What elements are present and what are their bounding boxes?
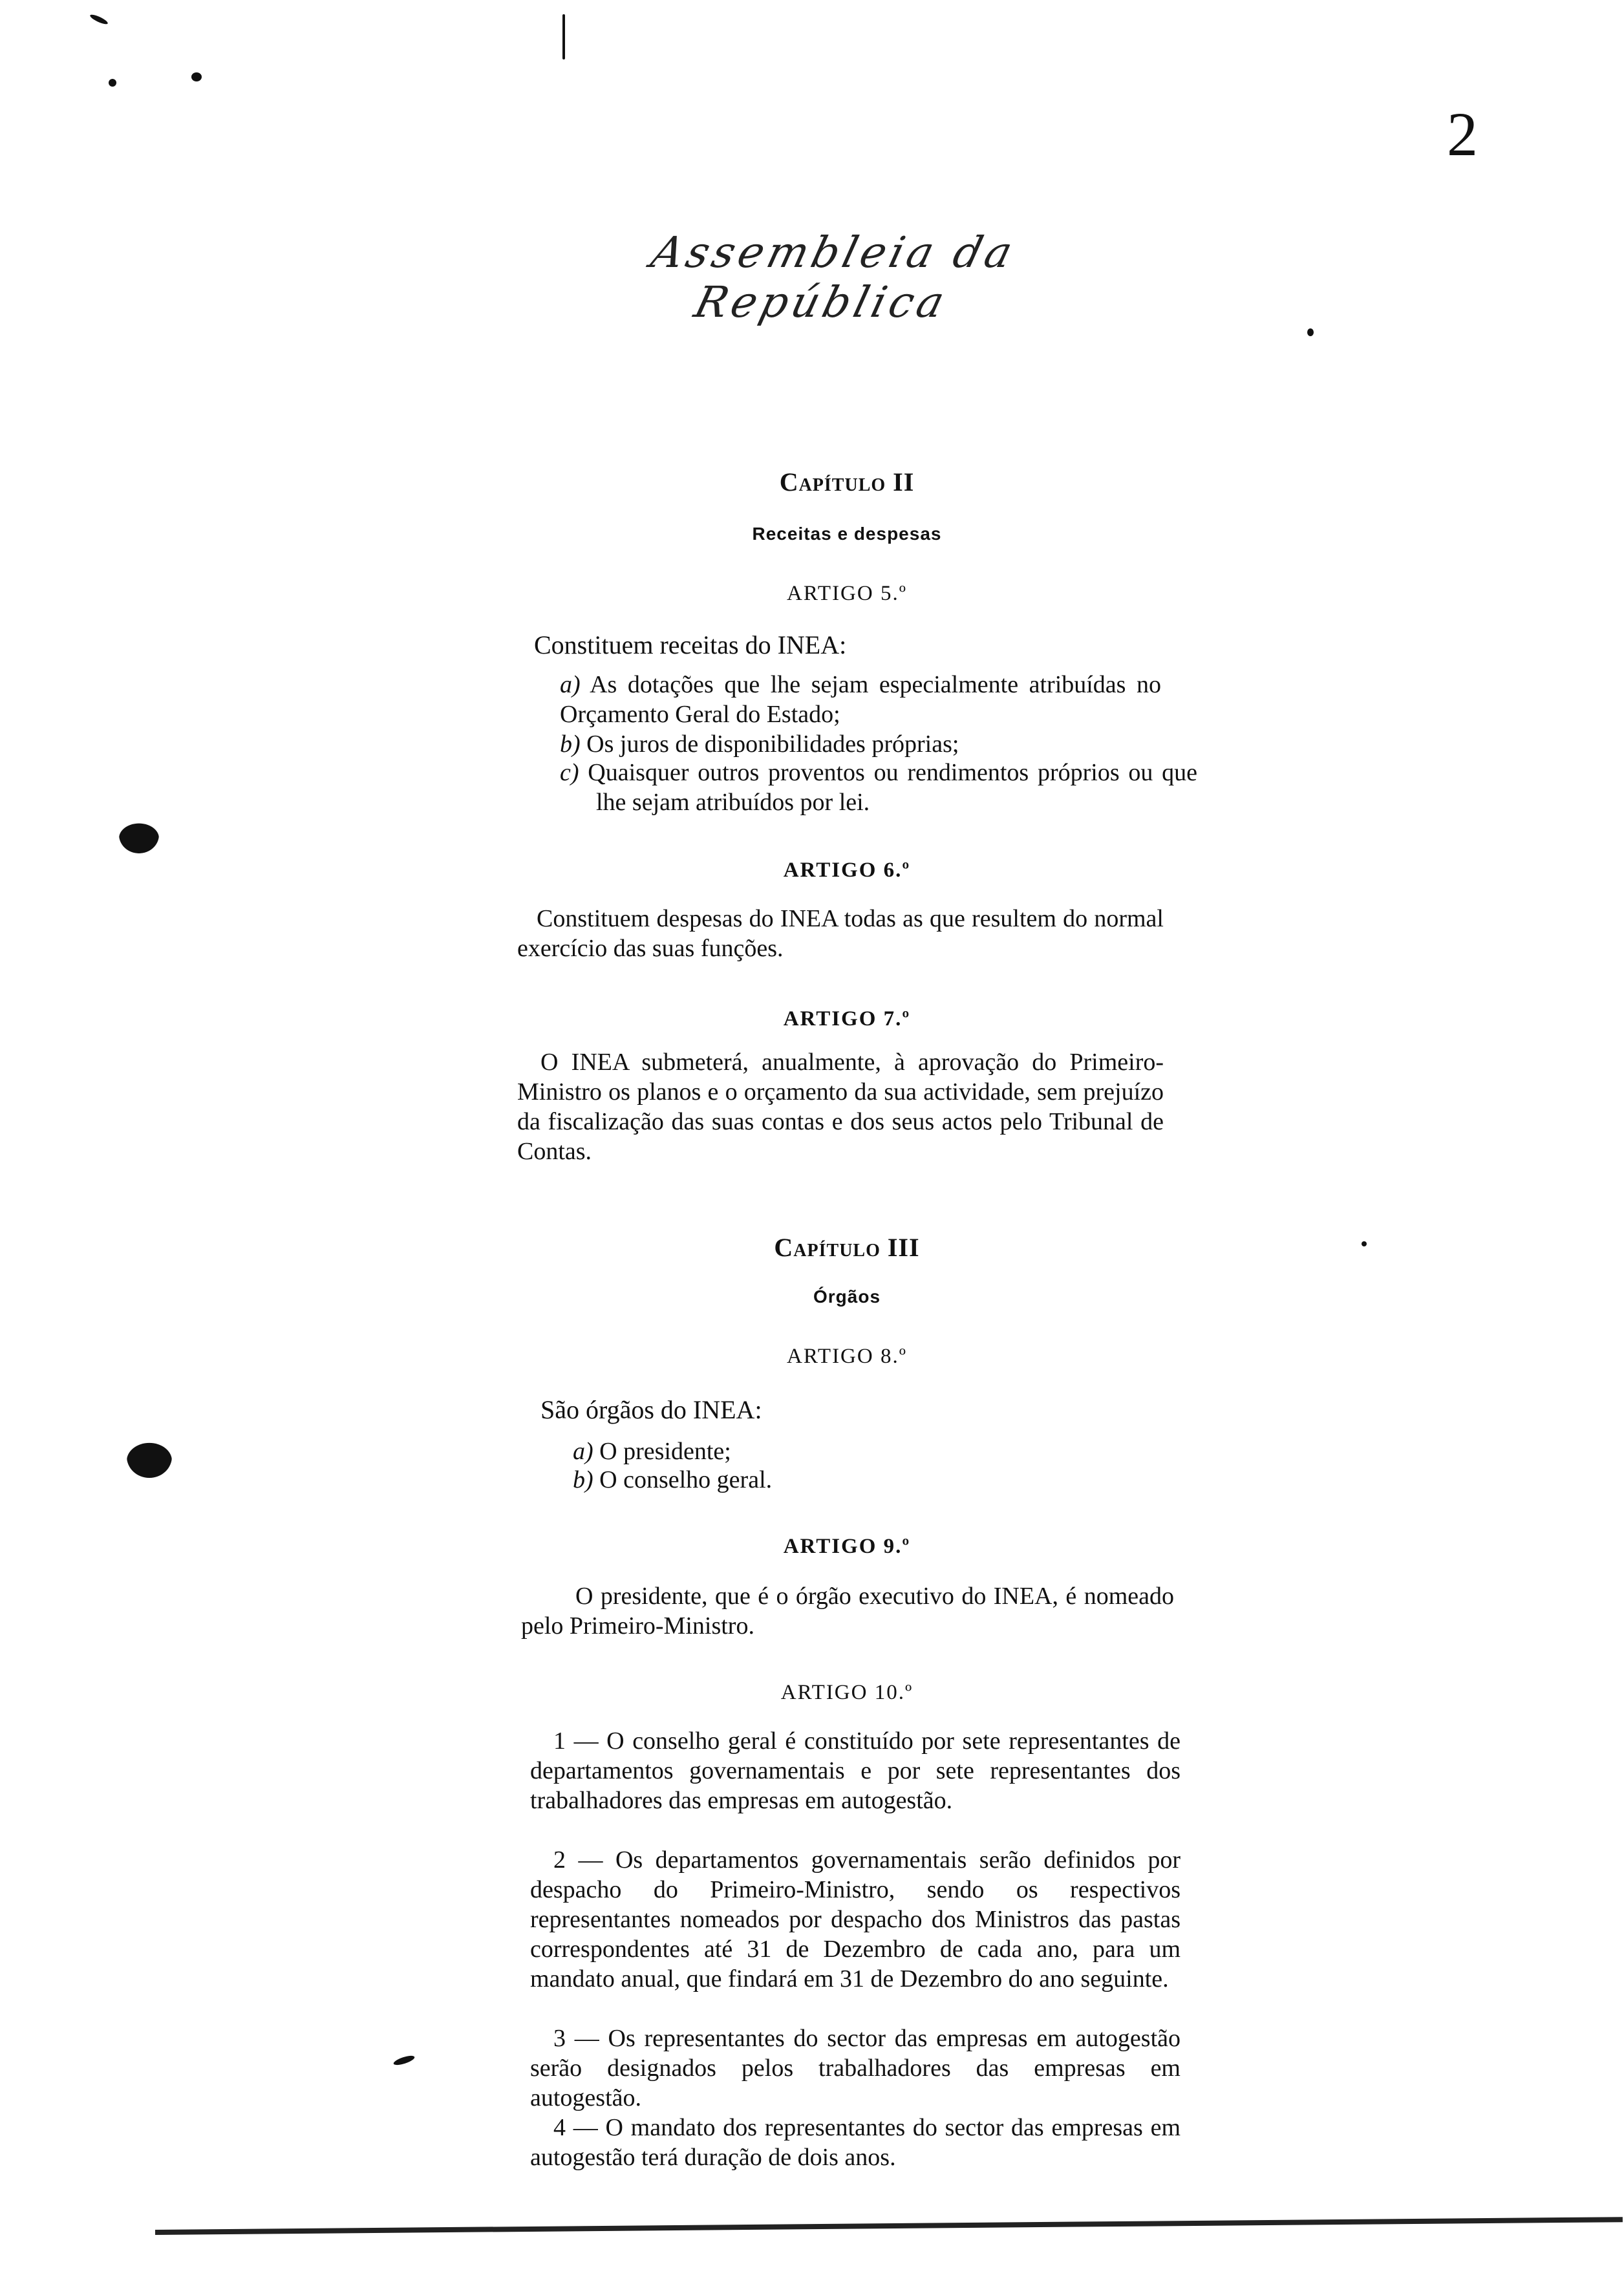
item-text: Quaisquer outros proventos ou rendimentos próprios ou que lhe sejam atribuídos por lei.: [588, 759, 1197, 816]
item-label: c): [560, 759, 579, 786]
article-10-heading: ARTIGO 10.º: [780, 1681, 914, 1704]
item-label: a): [560, 671, 581, 698]
page-number: 2: [1447, 100, 1478, 169]
article-5-item-c: [560, 758, 1197, 817]
chapter-2-subtitle: Receitas e despesas: [752, 524, 942, 544]
header-script: Assembleia da República: [646, 228, 1021, 327]
article-8-item-b: [573, 1465, 1155, 1495]
article-5-intro: Constituem receitas do INEA:: [534, 630, 847, 659]
scan-mark: [119, 816, 159, 853]
article-8-intro: São órgãos do INEA:: [540, 1395, 762, 1424]
item-text: O presidente;: [599, 1438, 731, 1465]
item-text: Os juros de disponibilidades próprias;: [586, 731, 959, 758]
article-10-paragraph-4: 4 — O mandato dos representantes do sector das empresas em autogestão terá duração de dois anos.: [530, 2114, 1181, 2171]
item-label: b): [560, 731, 581, 758]
article-7-text: O INEA submeterá, anualmente, à aprovação do Primeiro-Ministro os planos e o orçamento da sua actividade, sem prejuízo da fiscalização das suas contas e dos seus actos pelo Tribunal de Contas.: [517, 1049, 1164, 1165]
chapter-3-title: Capítulo III: [774, 1233, 920, 1262]
scan-mark: [392, 2054, 415, 2067]
scan-mark: [89, 13, 109, 26]
article-9-heading: ARTIGO 9.º: [783, 1535, 911, 1558]
article-5-item-b: [560, 729, 1161, 759]
article-10-paragraph-2: 2 — Os departamentos governamentais serão definidos por despacho do Primeiro-Ministro, sendo os respectivos representantes nomeados por despacho dos Ministros das pastas correspondentes até 31 de Dezembro de cada ano, para um mandato anual, que findará em 31 de Dezembro do ano seguinte.: [530, 1846, 1181, 1992]
article-9-text: O presidente, que é o órgão executivo do INEA, é nomeado pelo Primeiro-Ministro.: [521, 1583, 1174, 1640]
scan-mark: [191, 72, 202, 81]
scan-mark: [127, 1435, 172, 1478]
item-text: O conselho geral.: [599, 1466, 773, 1493]
scan-mark: [1307, 328, 1314, 336]
article-10-paragraph-3: 3 — Os representantes do sector das empresas em autogestão serão designados pelos trabalhadores das empresas em autogestão.: [530, 2025, 1181, 2111]
scan-mark: [1362, 1241, 1367, 1246]
item-text: As dotações que lhe sejam especialmente atribuídas no Orçamento Geral do Estado;: [560, 671, 1161, 728]
article-6-heading: ARTIGO 6.º: [783, 859, 911, 882]
article-6-text: Constituem despesas do INEA todas as que resultem do normal exercício das suas funções.: [517, 905, 1164, 962]
article-10-paragraph-1: 1 — O conselho geral é constituído por sete representantes de departamentos governamentais e por sete representantes dos trabalhadores das empresas em autogestão.: [530, 1727, 1181, 1814]
scan-mark: [109, 79, 116, 87]
article-7-heading: ARTIGO 7.º: [783, 1007, 911, 1031]
article-8-item-a: [573, 1437, 1155, 1466]
bottom-scan-edge: [155, 2217, 1623, 2235]
chapter-2-title: Capítulo II: [779, 467, 915, 497]
article-5-heading: ARTIGO 5.º: [787, 582, 907, 605]
item-label: b): [573, 1466, 593, 1493]
article-8-heading: ARTIGO 8.º: [787, 1345, 907, 1368]
item-label: a): [573, 1438, 593, 1465]
scan-mark: [562, 14, 565, 59]
article-5-item-a: [560, 670, 1161, 729]
chapter-3-subtitle: Órgãos: [813, 1287, 881, 1307]
